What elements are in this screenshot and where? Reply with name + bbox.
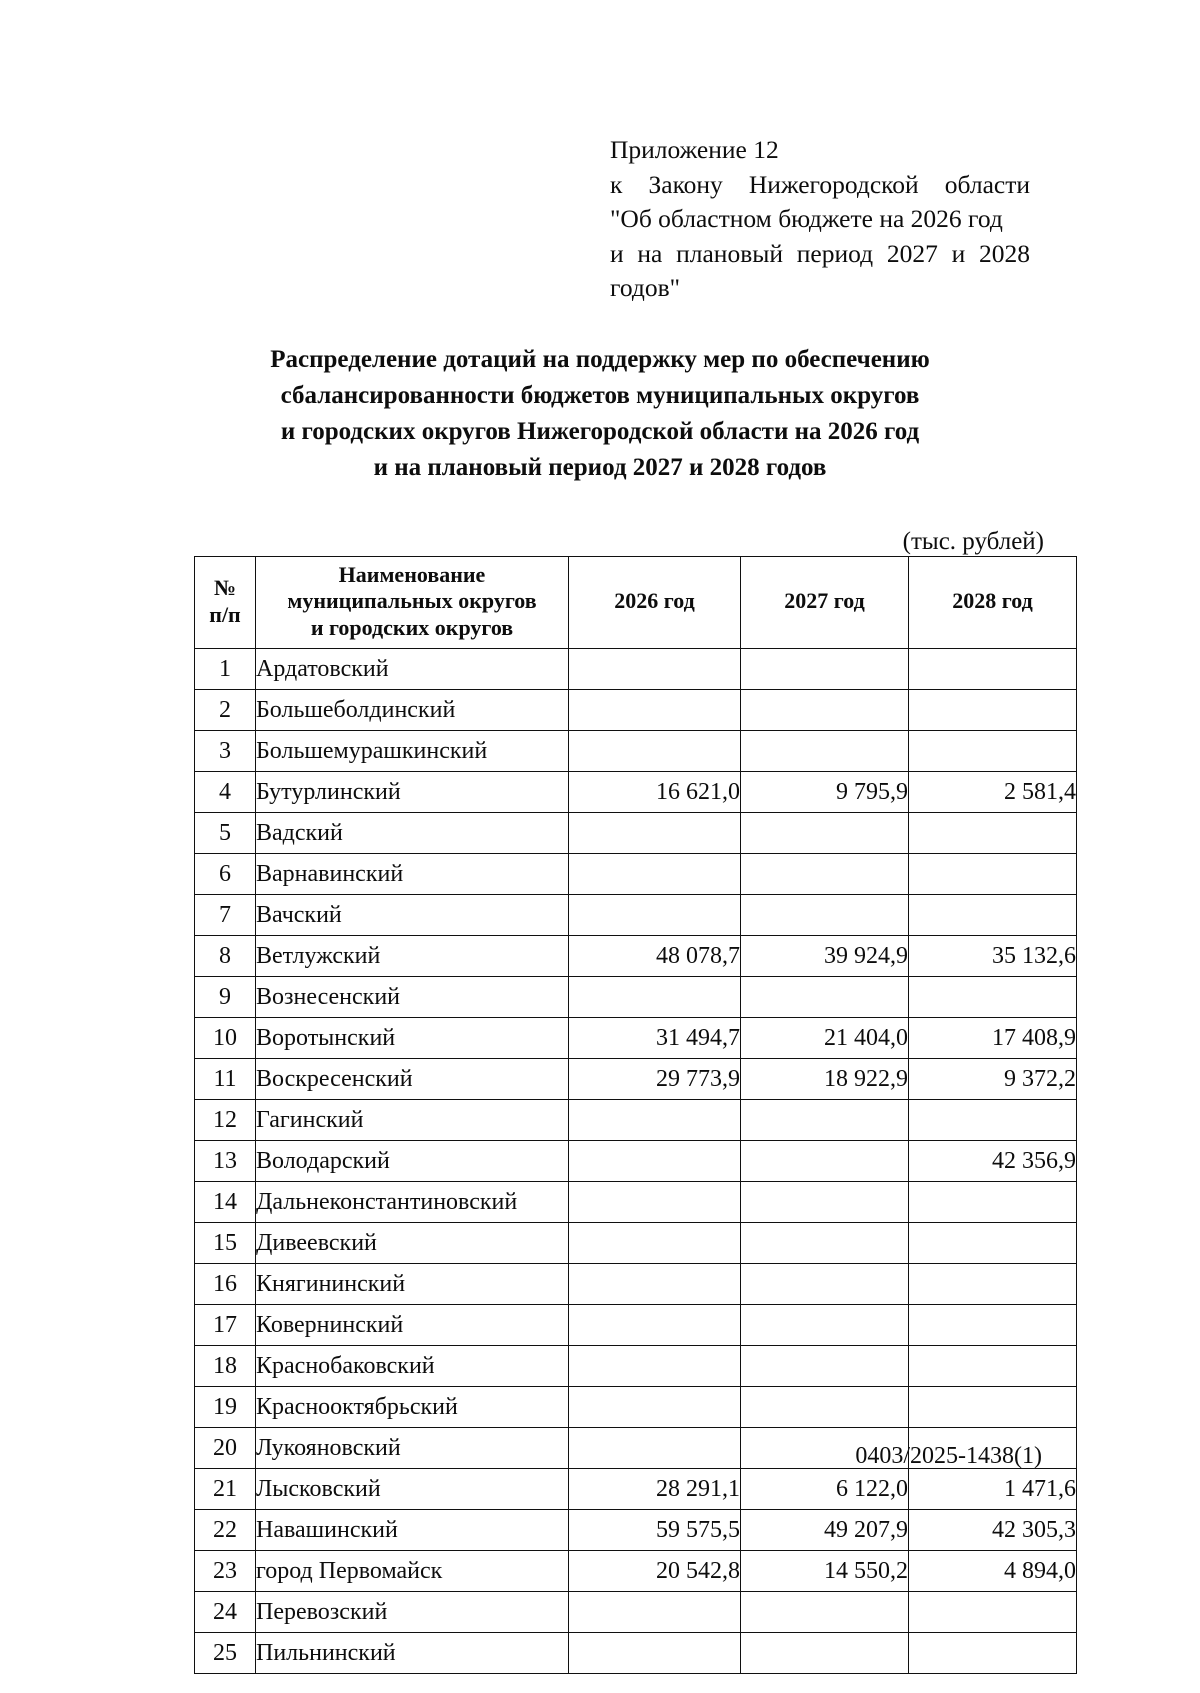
row-number: 16 bbox=[195, 1264, 256, 1305]
row-value-2028 bbox=[909, 731, 1077, 772]
row-number: 2 bbox=[195, 690, 256, 731]
table-row bbox=[195, 1223, 1077, 1264]
row-number: 1 bbox=[195, 649, 256, 690]
table-row bbox=[195, 895, 1077, 936]
row-value-2027 bbox=[741, 1264, 909, 1305]
table-body bbox=[195, 649, 1077, 1674]
row-value-2028: 42 356,9 bbox=[909, 1141, 1077, 1182]
appendix-reference-line-2: к Закону Нижегородской области bbox=[610, 169, 1030, 199]
row-municipality-name: Вачский bbox=[256, 895, 569, 936]
table-row bbox=[195, 1551, 1077, 1592]
row-value-2027 bbox=[741, 977, 909, 1018]
row-value-2027 bbox=[741, 649, 909, 690]
table-row bbox=[195, 977, 1077, 1018]
table-row bbox=[195, 1100, 1077, 1141]
table-header bbox=[195, 557, 1077, 649]
row-municipality-name: Княгининский bbox=[256, 1264, 569, 1305]
row-municipality-name: Пильнинский bbox=[256, 1633, 569, 1674]
row-number: 12 bbox=[195, 1100, 256, 1141]
row-value-2026 bbox=[569, 731, 741, 772]
row-value-2027: 49 207,9 bbox=[741, 1510, 909, 1551]
row-municipality-name: Ветлужский bbox=[256, 936, 569, 977]
row-municipality-name: Большеболдинский bbox=[256, 690, 569, 731]
table-row bbox=[195, 1346, 1077, 1387]
column-header-number-line-2: п/п bbox=[209, 601, 241, 627]
row-value-2026: 16 621,0 bbox=[569, 772, 741, 813]
row-value-2028 bbox=[909, 895, 1077, 936]
row-value-2027 bbox=[741, 1141, 909, 1182]
row-number: 7 bbox=[195, 895, 256, 936]
row-value-2028 bbox=[909, 649, 1077, 690]
row-municipality-name: Воскресенский bbox=[256, 1059, 569, 1100]
row-value-2026 bbox=[569, 1592, 741, 1633]
table-row bbox=[195, 1018, 1077, 1059]
row-value-2028 bbox=[909, 813, 1077, 854]
table-row bbox=[195, 1469, 1077, 1510]
row-municipality-name: Варнавинский bbox=[256, 854, 569, 895]
row-number: 24 bbox=[195, 1592, 256, 1633]
column-header-year-2028: 2028 год bbox=[909, 557, 1077, 649]
row-municipality-name: Вознесенский bbox=[256, 977, 569, 1018]
row-value-2027: 18 922,9 bbox=[741, 1059, 909, 1100]
column-header-name-line-2: муниципальных округов bbox=[287, 588, 537, 614]
row-value-2027: 39 924,9 bbox=[741, 936, 909, 977]
row-value-2027 bbox=[741, 895, 909, 936]
row-value-2026 bbox=[569, 1305, 741, 1346]
row-number: 4 bbox=[195, 772, 256, 813]
page-title bbox=[180, 342, 1020, 486]
row-value-2026 bbox=[569, 1633, 741, 1674]
row-number: 21 bbox=[195, 1469, 256, 1510]
row-number: 19 bbox=[195, 1387, 256, 1428]
row-value-2027 bbox=[741, 1633, 909, 1674]
row-value-2028 bbox=[909, 977, 1077, 1018]
row-value-2026 bbox=[569, 1100, 741, 1141]
column-header-year-2026: 2026 год bbox=[569, 557, 741, 649]
row-number: 6 bbox=[195, 854, 256, 895]
table-row bbox=[195, 813, 1077, 854]
row-number: 8 bbox=[195, 936, 256, 977]
page-title-line-1: Распределение дотаций на поддержку мер по обеспечению bbox=[270, 346, 930, 373]
appendix-reference-block bbox=[610, 133, 1030, 306]
appendix-reference-line-5: годов" bbox=[610, 273, 681, 303]
row-value-2026: 31 494,7 bbox=[569, 1018, 741, 1059]
row-value-2028 bbox=[909, 1182, 1077, 1223]
row-value-2028: 9 372,2 bbox=[909, 1059, 1077, 1100]
row-value-2027 bbox=[741, 1100, 909, 1141]
row-number: 25 bbox=[195, 1633, 256, 1674]
row-number: 14 bbox=[195, 1182, 256, 1223]
table-row bbox=[195, 731, 1077, 772]
column-header-name-line-1: Наименование bbox=[338, 562, 486, 587]
row-value-2027: 9 795,9 bbox=[741, 772, 909, 813]
row-number: 3 bbox=[195, 731, 256, 772]
row-value-2026 bbox=[569, 1141, 741, 1182]
row-value-2028 bbox=[909, 1223, 1077, 1264]
table-row bbox=[195, 854, 1077, 895]
row-number: 9 bbox=[195, 977, 256, 1018]
row-value-2027 bbox=[741, 1592, 909, 1633]
row-value-2027 bbox=[741, 690, 909, 731]
row-value-2026 bbox=[569, 1387, 741, 1428]
row-value-2028 bbox=[909, 1305, 1077, 1346]
table-row bbox=[195, 936, 1077, 977]
row-value-2027: 21 404,0 bbox=[741, 1018, 909, 1059]
column-header-number-line-1: № bbox=[213, 575, 237, 601]
table-row bbox=[195, 1305, 1077, 1346]
row-value-2027 bbox=[741, 1346, 909, 1387]
allocations-table-wrapper bbox=[194, 556, 1076, 1674]
row-value-2028: 35 132,6 bbox=[909, 936, 1077, 977]
row-value-2027: 6 122,0 bbox=[741, 1469, 909, 1510]
units-note: (тыс. рублей) bbox=[902, 528, 1044, 555]
row-number: 11 bbox=[195, 1059, 256, 1100]
row-value-2027 bbox=[741, 1305, 909, 1346]
row-municipality-name: Дальнеконстантиновский bbox=[256, 1182, 569, 1223]
row-value-2027 bbox=[741, 1223, 909, 1264]
row-municipality-name: Лукояновский bbox=[256, 1428, 569, 1469]
row-value-2028: 17 408,9 bbox=[909, 1018, 1077, 1059]
row-value-2028 bbox=[909, 1100, 1077, 1141]
row-value-2027: 14 550,2 bbox=[741, 1551, 909, 1592]
row-number: 10 bbox=[195, 1018, 256, 1059]
row-value-2026 bbox=[569, 690, 741, 731]
row-value-2026: 48 078,7 bbox=[569, 936, 741, 977]
page-title-line-2: сбалансированности бюджетов муниципальных округов bbox=[280, 382, 920, 409]
row-value-2026: 59 575,5 bbox=[569, 1510, 741, 1551]
row-value-2028 bbox=[909, 1346, 1077, 1387]
row-value-2026 bbox=[569, 813, 741, 854]
row-value-2026 bbox=[569, 1182, 741, 1223]
row-value-2026: 20 542,8 bbox=[569, 1551, 741, 1592]
row-value-2026 bbox=[569, 854, 741, 895]
table-row bbox=[195, 649, 1077, 690]
row-value-2027 bbox=[741, 1182, 909, 1223]
table-row bbox=[195, 1387, 1077, 1428]
page-title-line-3: и городских округов Нижегородской области на 2026 год bbox=[280, 418, 920, 445]
row-value-2026 bbox=[569, 977, 741, 1018]
row-value-2028 bbox=[909, 1387, 1077, 1428]
row-value-2028: 42 305,3 bbox=[909, 1510, 1077, 1551]
row-value-2026 bbox=[569, 1346, 741, 1387]
row-value-2026 bbox=[569, 1428, 741, 1469]
row-value-2026 bbox=[569, 649, 741, 690]
table-header-row bbox=[195, 557, 1077, 649]
row-municipality-name: Гагинский bbox=[256, 1100, 569, 1141]
row-number: 17 bbox=[195, 1305, 256, 1346]
row-municipality-name: Ардатовский bbox=[256, 649, 569, 690]
row-municipality-name: Навашинский bbox=[256, 1510, 569, 1551]
row-value-2028: 1 471,6 bbox=[909, 1469, 1077, 1510]
row-value-2027 bbox=[741, 731, 909, 772]
row-municipality-name: Вадский bbox=[256, 813, 569, 854]
row-number: 23 bbox=[195, 1551, 256, 1592]
row-municipality-name: Перевозский bbox=[256, 1592, 569, 1633]
row-number: 5 bbox=[195, 813, 256, 854]
appendix-reference-line-3: "Об областном бюджете на 2026 год bbox=[610, 204, 1003, 234]
appendix-reference-line-4: и на плановый период 2027 и 2028 bbox=[610, 238, 1030, 268]
row-municipality-name: Бутурлинский bbox=[256, 772, 569, 813]
row-value-2028: 2 581,4 bbox=[909, 772, 1077, 813]
column-header-number bbox=[195, 557, 256, 649]
row-municipality-name: Володарский bbox=[256, 1141, 569, 1182]
row-municipality-name: город Первомайск bbox=[256, 1551, 569, 1592]
row-value-2026 bbox=[569, 1264, 741, 1305]
column-header-name-line-3: и городских округов bbox=[310, 614, 514, 640]
row-value-2026: 28 291,1 bbox=[569, 1469, 741, 1510]
row-municipality-name: Лысковский bbox=[256, 1469, 569, 1510]
table-row bbox=[195, 1633, 1077, 1674]
row-value-2026 bbox=[569, 895, 741, 936]
document-footer-code: 0403/2025-1438(1) bbox=[855, 1443, 1042, 1469]
row-value-2028 bbox=[909, 1592, 1077, 1633]
allocations-table bbox=[194, 556, 1077, 1674]
row-municipality-name: Ковернинский bbox=[256, 1305, 569, 1346]
row-municipality-name: Краснобаковский bbox=[256, 1346, 569, 1387]
row-value-2027 bbox=[741, 854, 909, 895]
appendix-reference-line-1: Приложение 12 bbox=[610, 135, 779, 164]
row-municipality-name: Воротынский bbox=[256, 1018, 569, 1059]
table-row bbox=[195, 1592, 1077, 1633]
row-number: 22 bbox=[195, 1510, 256, 1551]
table-row bbox=[195, 1182, 1077, 1223]
row-number: 15 bbox=[195, 1223, 256, 1264]
table-row bbox=[195, 772, 1077, 813]
row-number: 13 bbox=[195, 1141, 256, 1182]
row-number: 18 bbox=[195, 1346, 256, 1387]
table-row bbox=[195, 1264, 1077, 1305]
row-value-2028 bbox=[909, 1264, 1077, 1305]
column-header-name bbox=[256, 557, 569, 649]
column-header-year-2027: 2027 год bbox=[741, 557, 909, 649]
table-row bbox=[195, 1059, 1077, 1100]
table-row bbox=[195, 1510, 1077, 1551]
page-title-line-4: и на плановый период 2027 и 2028 годов bbox=[373, 454, 827, 481]
row-value-2026 bbox=[569, 1223, 741, 1264]
row-number: 20 bbox=[195, 1428, 256, 1469]
row-municipality-name: Большемурашкинский bbox=[256, 731, 569, 772]
row-value-2026: 29 773,9 bbox=[569, 1059, 741, 1100]
row-value-2027 bbox=[741, 813, 909, 854]
row-value-2027 bbox=[741, 1387, 909, 1428]
row-value-2028 bbox=[909, 854, 1077, 895]
row-municipality-name: Краснооктябрьский bbox=[256, 1387, 569, 1428]
row-value-2028 bbox=[909, 1633, 1077, 1674]
row-value-2028 bbox=[909, 690, 1077, 731]
table-row bbox=[195, 690, 1077, 731]
table-row bbox=[195, 1141, 1077, 1182]
row-municipality-name: Дивеевский bbox=[256, 1223, 569, 1264]
row-value-2028: 4 894,0 bbox=[909, 1551, 1077, 1592]
